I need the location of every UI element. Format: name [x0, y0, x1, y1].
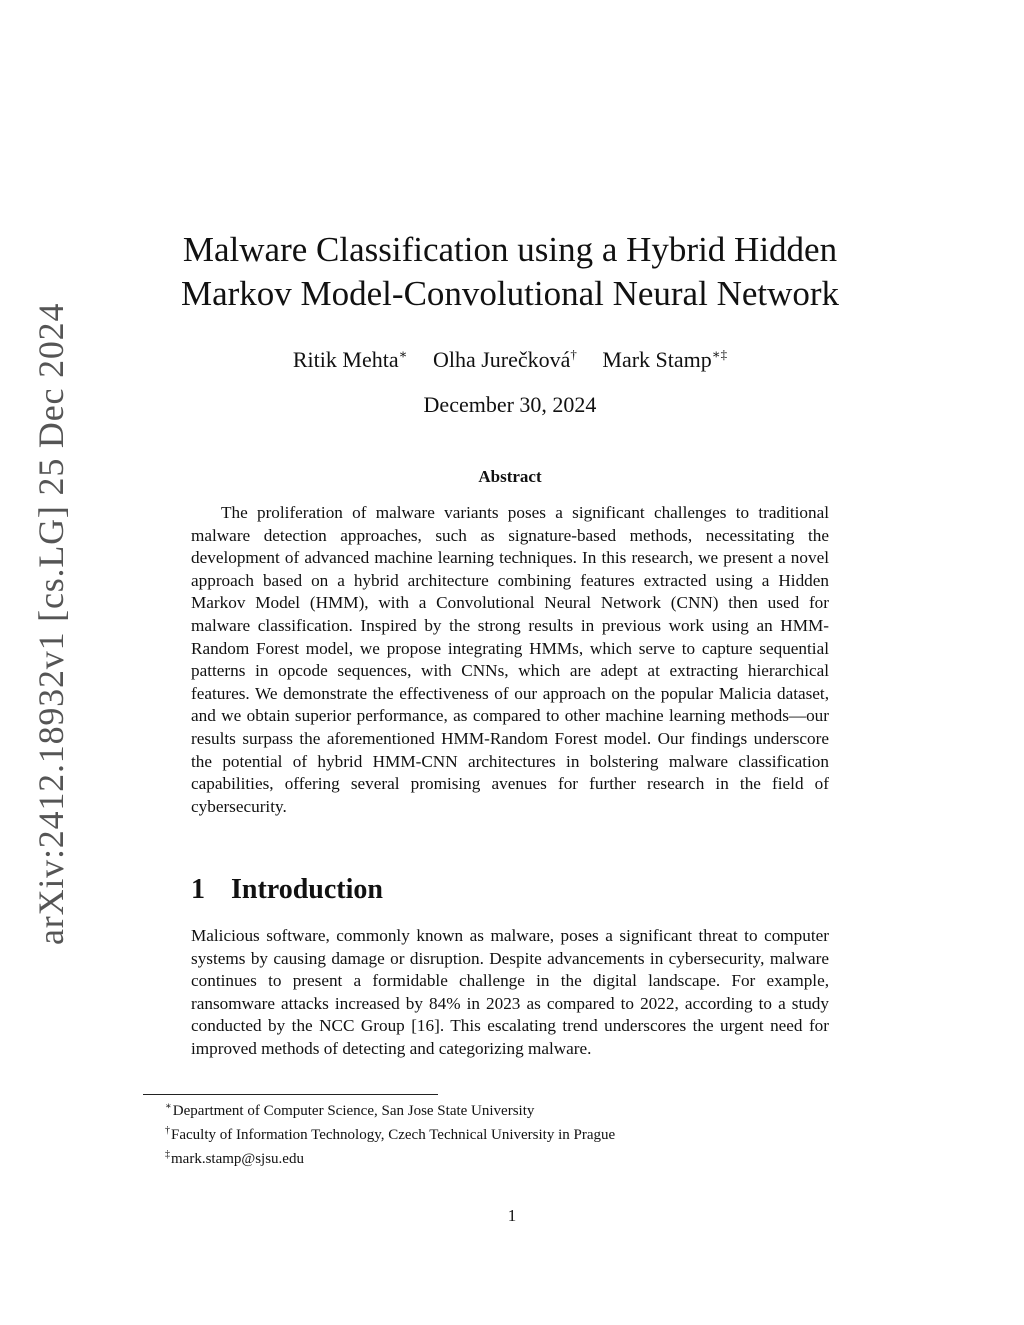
- author: [602, 347, 727, 372]
- footnote-mark: ∗: [165, 1101, 172, 1112]
- footnote-text: Department of Computer Science, San Jose State University: [172, 1103, 535, 1119]
- author-name: Olha Jurečková: [432, 347, 571, 373]
- abstract-heading: Abstract: [478, 467, 542, 486]
- publication-date: December 30, 2024: [423, 392, 597, 417]
- page-number: 1: [507, 1206, 517, 1225]
- footnote: [165, 1097, 615, 1121]
- footnote-text: mark.stamp@sjsu.edu: [171, 1151, 304, 1167]
- section-number: 1: [191, 874, 205, 905]
- arxiv-identifier: arXiv:2412.18932v1 [cs.LG] 25 Dec 2024: [31, 302, 71, 945]
- author-affiliation-mark: ∗: [398, 347, 408, 362]
- author-affiliation-mark: ∗‡: [711, 347, 728, 362]
- paper-title: [160, 228, 860, 316]
- footnotes: [165, 1097, 615, 1169]
- title-line: Markov Model-Convolutional Neural Network: [180, 274, 840, 313]
- section-heading: [191, 872, 383, 908]
- abstract-text: The proliferation of malware variants poses a significant challenges to traditional malware detection approaches, such as signature-based methods, necessitating the development of advanced machine learning techniques. In this research, we present a novel approach based on a hybrid architecture combining features extracted using a Hidden Markov Model (HMM), with a Convolutional Neural Network (CNN) then used for malware classification. Inspired by the strong results in previous work using an HMM-Random Forest model, we propose integrating HMMs, which serve to capture sequential patterns in opcode sequences, with CNNs, which are adept at extracting hierarchical features. We demonstrate the effectiveness of our approach on the popular Malicia dataset, and we obtain superior performance, as compared to other machine learning methods—our results surpass the aforementioned HMM-Random Forest model. Our findings underscore the potential of hybrid HMM-CNN architectures in bolstering malware classification capabilities, offering several promising avenues for further research in the field of cybersecurity.: [191, 503, 829, 816]
- footnote-mark: ‡: [165, 1149, 170, 1160]
- section-title: Introduction: [231, 874, 383, 905]
- footnote-divider: [143, 1094, 438, 1095]
- author: [293, 347, 408, 372]
- introduction-paragraph: Malicious software, commonly known as malware, poses a significant threat to computer systems by causing damage or disruption. Despite advancements in cybersecurity, malware continues to present a formidable challenge in the digital landscape. For example, ransomware attacks increased by 84% in 2023 as compared to 2022, according to a study conducted by the NCC Group [16]. This escalating trend underscores the urgent need for improved methods of detecting and categorizing malware.: [191, 926, 829, 1058]
- author-name: Mark Stamp: [602, 347, 712, 373]
- author: [433, 347, 577, 372]
- footnote: [165, 1121, 615, 1145]
- footnote-text: Faculty of Information Technology, Czech Technical University in Prague: [171, 1127, 616, 1143]
- footnote: [165, 1145, 615, 1169]
- footnote-mark: †: [165, 1125, 170, 1136]
- author-affiliation-mark: †: [570, 347, 577, 362]
- author-list: [160, 340, 860, 375]
- title-line: Malware Classification using a Hybrid Hidden: [182, 230, 838, 269]
- author-name: Ritik Mehta: [292, 347, 399, 373]
